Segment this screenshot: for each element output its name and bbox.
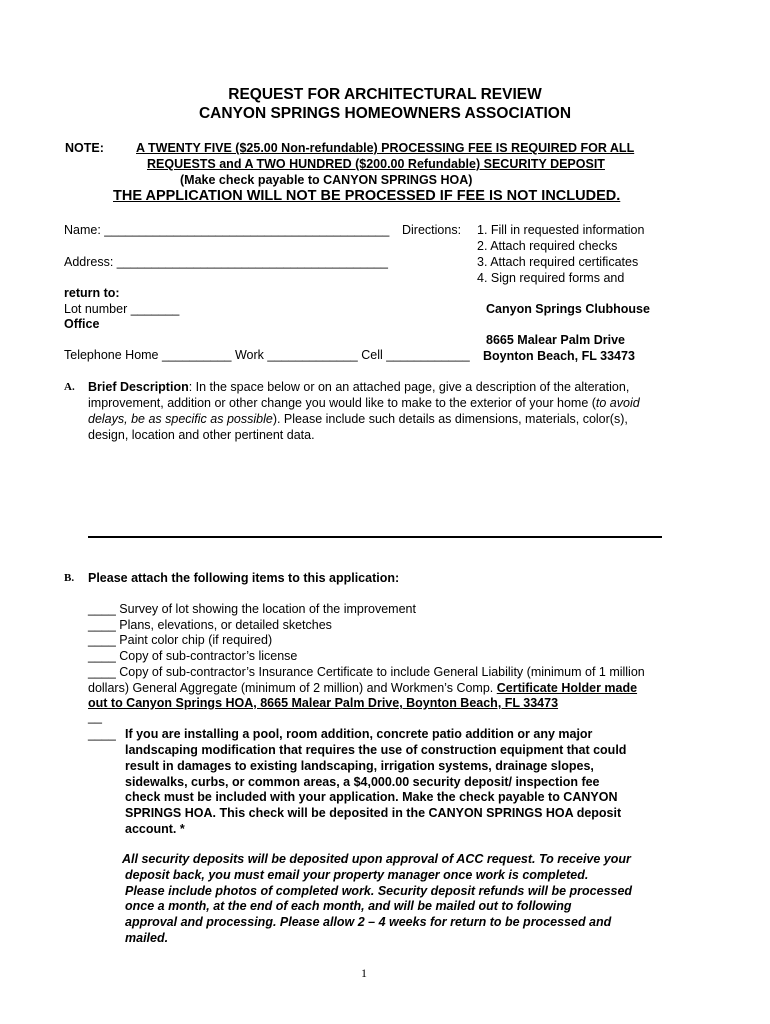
- section-a-line-3: [88, 412, 628, 426]
- certificate-holder-address: out to Canyon Springs HOA, 8665 Malear Palm Drive, Boynton Beach, FL 33473: [88, 696, 559, 710]
- pool-notice-line: result in damages to existing landscaping, irrigation systems, drainage slopes,: [125, 759, 594, 773]
- deposit-notice-line: All security deposits will be deposited upon approval of ACC request. To receive your: [122, 852, 631, 866]
- page-number: 1: [361, 966, 367, 980]
- section-a-text: : In the space below or on an attached page, give a description of the alteration,: [188, 380, 630, 394]
- certificate-holder: Certificate Holder made: [496, 681, 638, 695]
- name-field[interactable]: Name: _________________________________________: [64, 223, 390, 237]
- section-a-line-1: [88, 380, 629, 394]
- direction-item: 4. Sign required forms and: [477, 271, 625, 285]
- insurance-text: dollars) General Aggregate (minimum of 2 million) and Workmen’s Comp.: [88, 681, 497, 695]
- section-a-line-2: [88, 396, 640, 410]
- direction-item: 1. Fill in requested information: [477, 223, 645, 237]
- note-line-2: REQUESTS and A TWO HUNDRED ($200.00 Refundable) SECURITY DEPOSIT: [147, 157, 605, 171]
- section-a-line-4: design, location and other pertinent data.: [88, 428, 315, 442]
- insurance-line-2: [88, 681, 637, 695]
- section-a-italic: to avoid: [595, 396, 640, 410]
- return-to-label: return to:: [64, 286, 120, 300]
- address-field[interactable]: Address: _______________________________________: [64, 255, 388, 269]
- lot-number-field[interactable]: Lot number _______: [64, 302, 180, 316]
- pool-notice-line: check must be included with your application. Make the check payable to CANYON: [125, 790, 618, 804]
- section-a-letter: A.: [64, 381, 75, 393]
- note-line-1: A TWENTY FIVE ($25.00 Non-refundable) PROCESSING FEE IS REQUIRED FOR ALL: [136, 141, 635, 155]
- note-label: NOTE:: [65, 141, 104, 155]
- direction-item: 2. Attach required checks: [477, 239, 618, 253]
- pool-notice-line: account. *: [125, 822, 185, 836]
- pool-checkbox-blank[interactable]: ____: [88, 727, 116, 741]
- association-title: CANYON SPRINGS HOMEOWNERS ASSOCIATION: [198, 105, 572, 122]
- office-label: Office: [64, 317, 100, 331]
- attachment-item[interactable]: ____ Plans, elevations, or detailed sketches: [88, 618, 332, 632]
- attachment-item[interactable]: ____ Paint color chip (if required): [88, 633, 273, 647]
- pool-notice-line: landscaping modification that requires the use of construction equipment that could: [125, 743, 627, 757]
- deposit-notice-line: Please include photos of completed work. Security deposit refunds will be processed: [125, 884, 633, 898]
- document-title: REQUEST FOR ARCHITECTURAL REVIEW: [228, 86, 542, 103]
- pool-notice-line: SPRINGS HOA. This check will be deposited in the CANYON SPRINGS HOA deposit: [125, 806, 622, 820]
- clubhouse-street: 8665 Malear Palm Drive: [486, 333, 625, 347]
- section-a-text: ). Please include such details as dimensions, materials, color(s),: [272, 412, 628, 426]
- section-b-letter: B.: [64, 572, 75, 584]
- note-line-3: (Make check payable to CANYON SPRINGS HOA): [180, 173, 473, 187]
- deposit-notice-line: once a month, at the end of each month, and will be mailed out to following: [125, 899, 572, 913]
- deposit-notice-line: approval and processing. Please allow 2 – 4 weeks for return to be processed and: [125, 915, 612, 929]
- attachment-item[interactable]: ____ Copy of sub-contractor’s license: [88, 649, 298, 663]
- attachment-item[interactable]: ____ Survey of lot showing the location of the improvement: [88, 602, 416, 616]
- deposit-notice-line: mailed.: [125, 931, 169, 945]
- section-a-text: improvement, addition or other change you would like to make to the exterior of your home (: [88, 396, 596, 410]
- description-line[interactable]: [88, 536, 662, 538]
- section-a-heading: Brief Description: [88, 380, 189, 394]
- fee-warning: THE APPLICATION WILL NOT BE PROCESSED IF FEE IS NOT INCLUDED.: [113, 188, 621, 204]
- direction-item: 3. Attach required certificates: [477, 255, 639, 269]
- clubhouse-name: Canyon Springs Clubhouse: [486, 302, 650, 316]
- telephone-fields[interactable]: Telephone Home __________ Work _____________ Cell ____________: [64, 348, 470, 362]
- pool-notice-line: sidewalks, curbs, or common areas, a $4,000.00 security deposit/ inspection fee: [125, 775, 600, 789]
- blank-line-short: __: [88, 710, 102, 724]
- attachment-item[interactable]: ____ Copy of sub-contractor’s Insurance Certificate to include General Liability (minimum of 1 million: [88, 665, 645, 679]
- directions-label: Directions:: [402, 223, 462, 237]
- section-b-heading: Please attach the following items to this application:: [88, 571, 400, 585]
- pool-notice-line: If you are installing a pool, room addition, concrete patio addition or any major: [125, 727, 593, 741]
- deposit-notice-line: deposit back, you must email your property manager once work is completed.: [125, 868, 589, 882]
- section-a-italic: delays, be as specific as possible: [88, 412, 273, 426]
- clubhouse-city: Boynton Beach, FL 33473: [483, 349, 635, 363]
